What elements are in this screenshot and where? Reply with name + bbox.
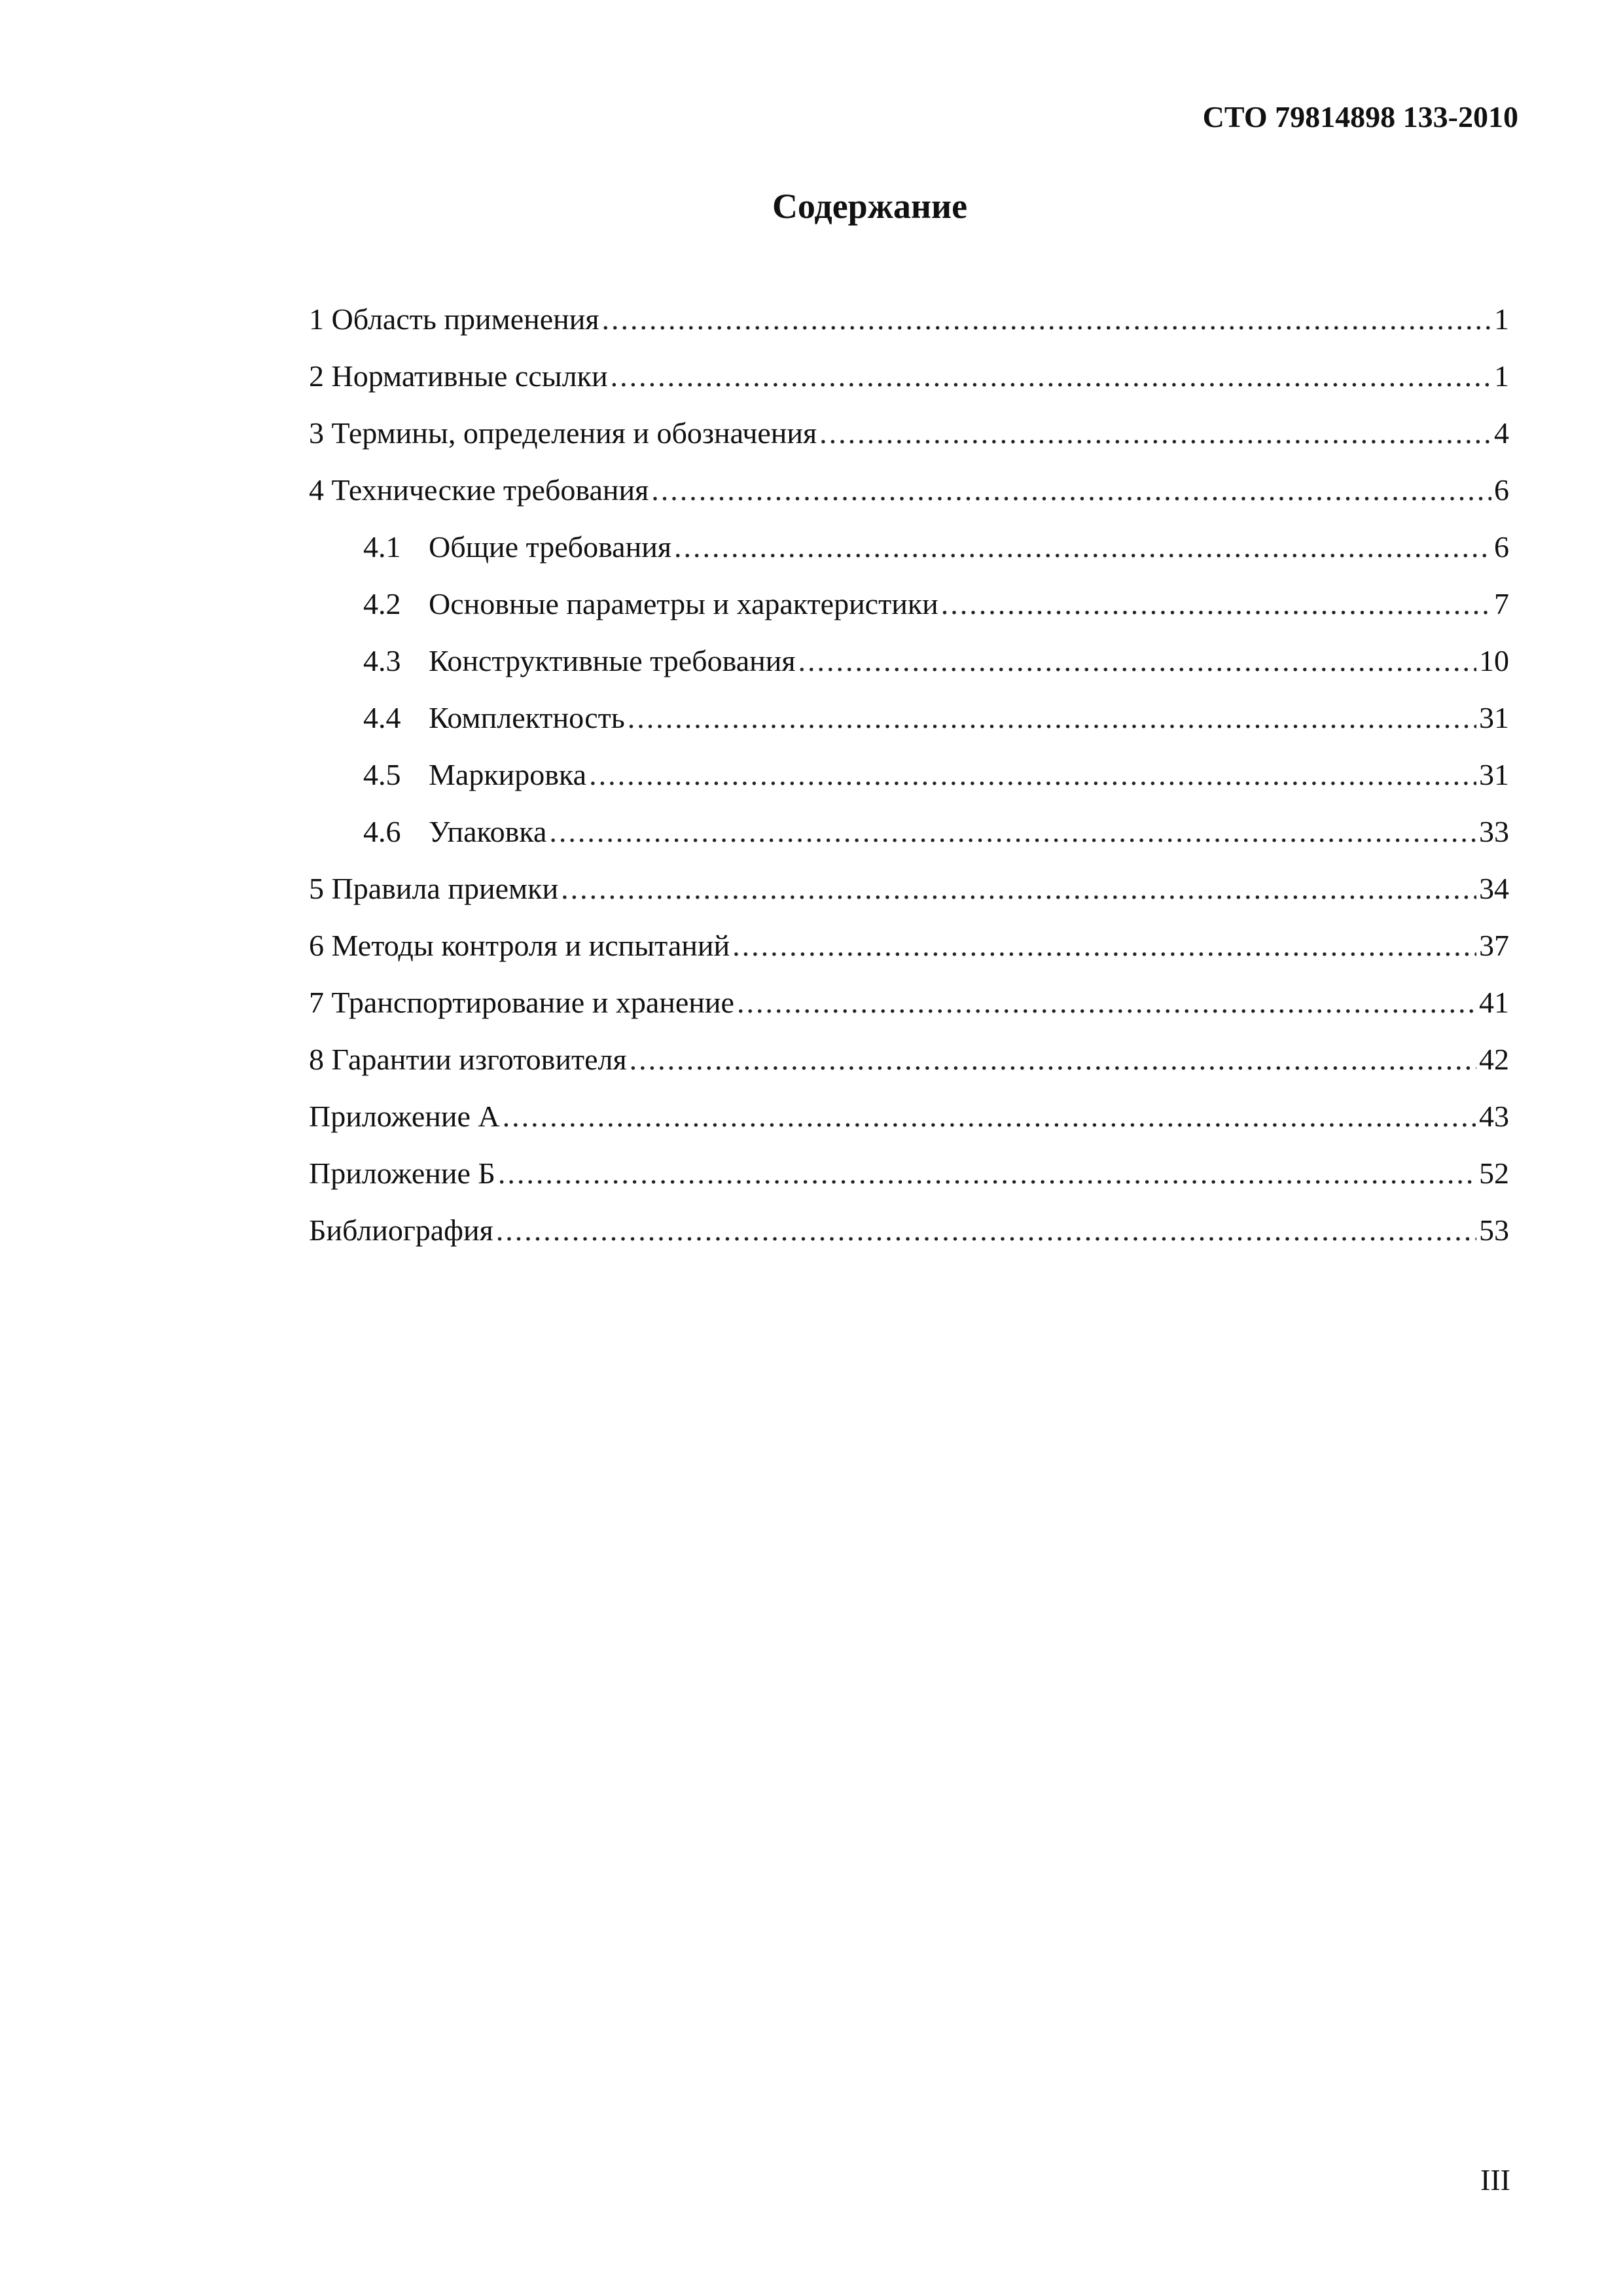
toc-entry-4-3[interactable] <box>309 632 1509 689</box>
toc-title: Содержание <box>772 187 968 226</box>
toc-entry-label: 1 Область применения <box>309 302 599 336</box>
toc-entry-label: Маркировка <box>429 758 587 791</box>
toc-entry-label: Упаковка <box>429 815 547 848</box>
dot-leader <box>630 1031 1476 1088</box>
toc-entry-page: 31 <box>1479 758 1509 791</box>
toc-entry-4-6[interactable] <box>309 803 1509 860</box>
toc-entry-page: 34 <box>1479 872 1509 905</box>
toc-entry-page: 43 <box>1479 1100 1509 1133</box>
dot-leader <box>674 518 1491 575</box>
toc-entry-5[interactable] <box>309 860 1509 917</box>
toc-entry-4-4[interactable] <box>309 689 1509 746</box>
toc-entry-4[interactable] <box>309 461 1509 518</box>
dot-leader <box>737 974 1476 1031</box>
toc-entry-page: 52 <box>1479 1157 1509 1190</box>
dot-leader <box>496 1202 1476 1259</box>
toc-entry-4-5[interactable] <box>309 746 1509 803</box>
toc-entry-page: 6 <box>1494 530 1509 564</box>
dot-leader <box>611 348 1491 404</box>
dot-leader <box>549 803 1476 860</box>
toc-entry-3[interactable] <box>309 404 1509 461</box>
toc-entry-8[interactable] <box>309 1031 1509 1088</box>
toc-entry-label: 2 Нормативные ссылки <box>309 359 608 393</box>
toc-entry-label: 3 Термины, определения и обозначения <box>309 416 817 450</box>
toc-entry-page: 7 <box>1494 587 1509 620</box>
toc-entry-page: 53 <box>1479 1213 1509 1247</box>
dot-leader <box>602 291 1491 348</box>
toc-entry-page: 37 <box>1479 929 1509 962</box>
toc-entry-label: 4 Технические требования <box>309 473 649 507</box>
toc-entry-2[interactable] <box>309 348 1509 404</box>
toc-entry-page: 10 <box>1479 644 1509 677</box>
toc-entry-6[interactable] <box>309 917 1509 974</box>
toc-entry-number: 4.1 <box>363 530 401 564</box>
toc-entry-label: Приложение Б <box>309 1157 495 1190</box>
dot-leader <box>732 917 1476 974</box>
toc-entry-number: 4.6 <box>363 815 401 848</box>
toc-entry-number: 4.4 <box>363 701 401 734</box>
toc-entry-label: 8 Гарантии изготовителя <box>309 1043 627 1076</box>
toc-entry-4-1[interactable] <box>309 518 1509 575</box>
toc-entry-page: 4 <box>1494 416 1509 450</box>
toc-entry-label: Приложение А <box>309 1100 500 1133</box>
toc-entry-page: 1 <box>1494 359 1509 393</box>
toc-entry-number: 4.5 <box>363 758 401 791</box>
toc-entry-page: 1 <box>1494 302 1509 336</box>
dot-leader <box>561 860 1476 917</box>
toc-list <box>309 291 1509 1259</box>
toc-entry-page: 42 <box>1479 1043 1509 1076</box>
dot-leader <box>819 404 1491 461</box>
toc-entry-number: 4.3 <box>363 644 401 677</box>
toc-entry-label: Общие требования <box>429 530 671 564</box>
toc-entry-7[interactable] <box>309 974 1509 1031</box>
toc-entry-label: Конструктивные требования <box>429 644 796 677</box>
dot-leader <box>941 575 1491 632</box>
dot-leader <box>589 746 1476 803</box>
toc-entry-4-2[interactable] <box>309 575 1509 632</box>
dot-leader <box>798 632 1476 689</box>
toc-entry-page: 31 <box>1479 701 1509 734</box>
document-code: СТО 79814898 133-2010 <box>1202 100 1518 134</box>
toc-entry-bibliography[interactable] <box>309 1202 1509 1259</box>
page-number: III <box>1480 2163 1510 2197</box>
toc-entry-page: 6 <box>1494 473 1509 507</box>
toc-entry-label: 7 Транспортирование и хранение <box>309 986 734 1019</box>
toc-entry-1[interactable] <box>309 291 1509 348</box>
toc-entry-label: 5 Правила приемки <box>309 872 559 905</box>
dot-leader <box>498 1145 1476 1202</box>
dot-leader <box>628 689 1476 746</box>
dot-leader <box>503 1088 1476 1145</box>
toc-entry-label: 6 Методы контроля и испытаний <box>309 929 730 962</box>
toc-entry-appendix-b[interactable] <box>309 1145 1509 1202</box>
toc-entry-appendix-a[interactable] <box>309 1088 1509 1145</box>
dot-leader <box>651 461 1491 518</box>
toc-entry-page: 41 <box>1479 986 1509 1019</box>
toc-entry-label: Комплектность <box>429 701 625 734</box>
toc-entry-page: 33 <box>1479 815 1509 848</box>
toc-entry-label: Основные параметры и характеристики <box>429 587 938 620</box>
toc-entry-label: Библиография <box>309 1213 493 1247</box>
toc-entry-number: 4.2 <box>363 587 401 620</box>
